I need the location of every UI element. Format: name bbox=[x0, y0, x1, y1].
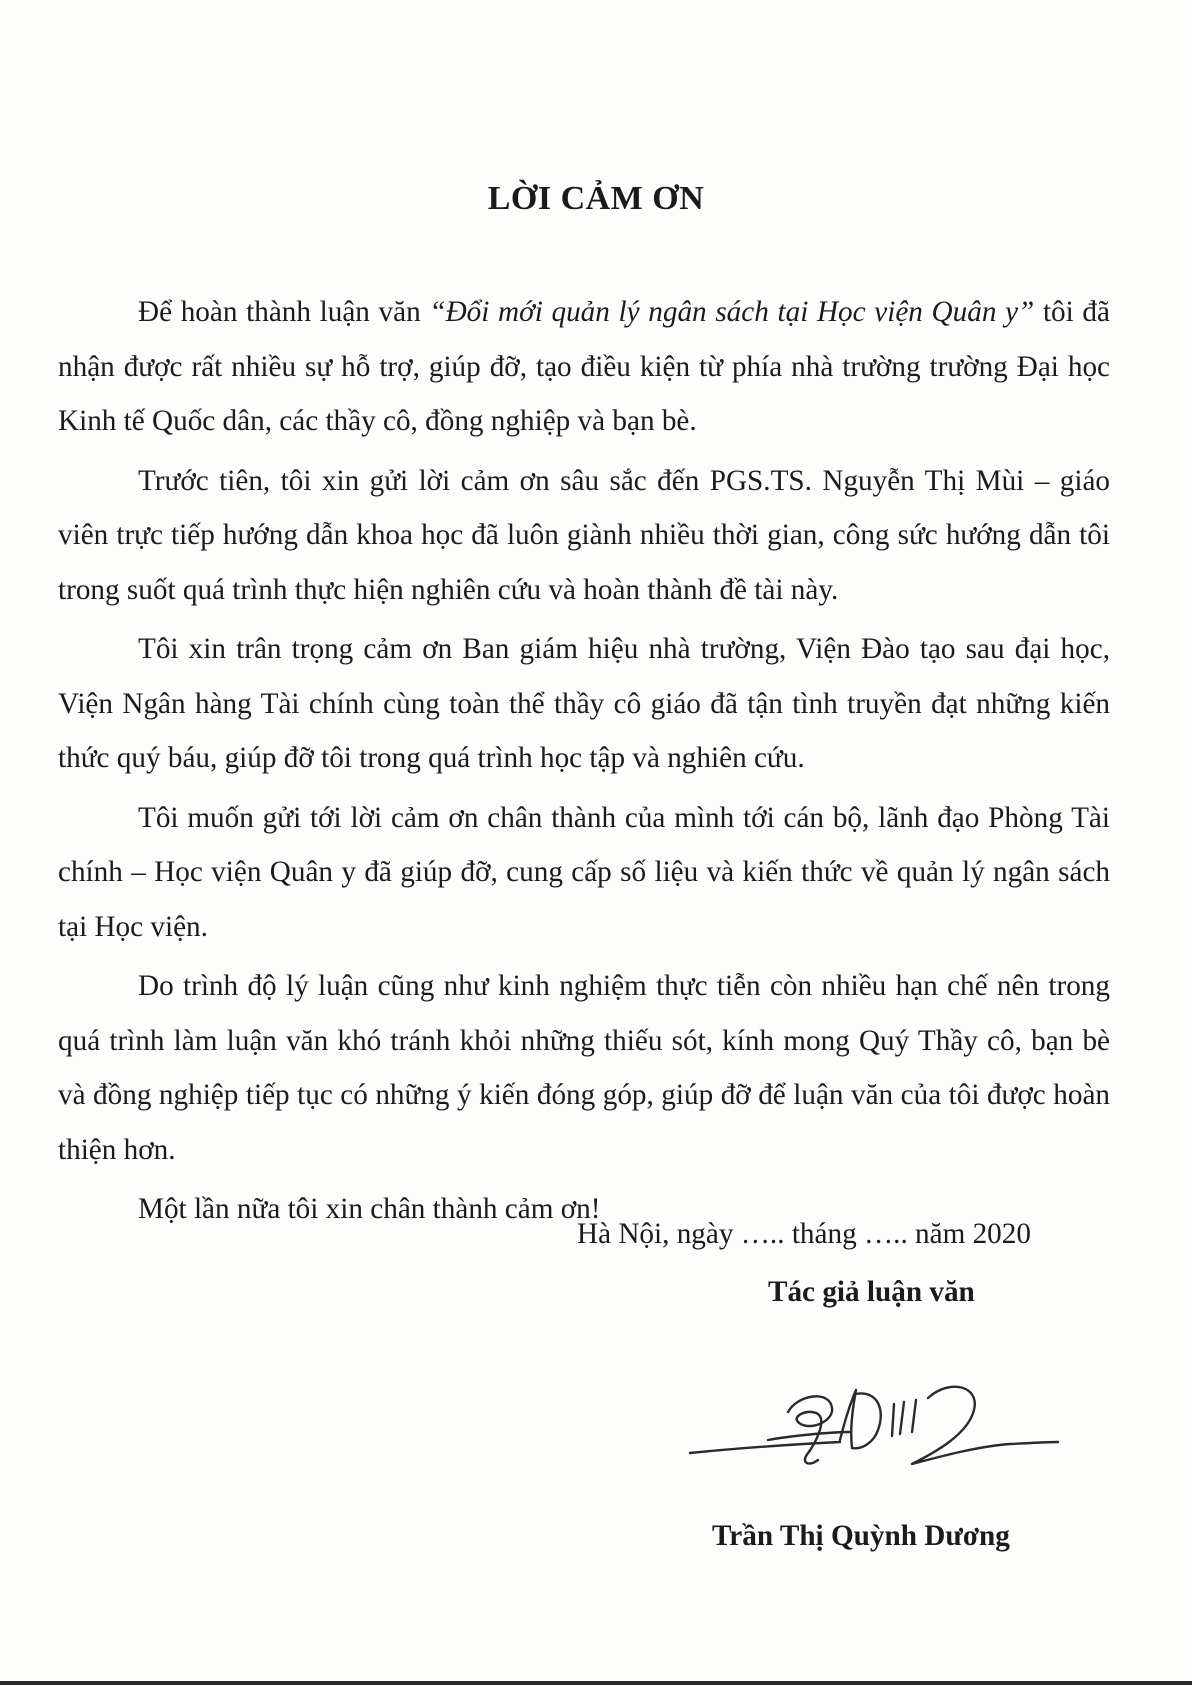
paragraph-limitations: Do trình độ lý luận cũng như kinh nghiệm thực tiễn còn nhiều hạn chế nên trong quá trình làm luận văn khó tránh khỏi những thiếu sót, kính mong Quý Thầy cô, bạn bè và đồng nghiệp tiếp tục có những ý kiến đóng góp, giúp đỡ để luận văn của tôi được hoàn thiện hơn. bbox=[58, 970, 1110, 1166]
thesis-title: “Đổi mới quản lý ngân sách tại Học viện Quân y” bbox=[429, 296, 1035, 328]
paragraph-finance-office: Tôi muốn gửi tới lời cảm ơn chân thành của mình tới cán bộ, lãnh đạo Phòng Tài chính – Học viện Quân y đã giúp đỡ, cung cấp số liệu và kiến thức về quản lý ngân sách tại Học viện. bbox=[58, 801, 1110, 943]
date-line: Hà Nội, ngày ….. tháng ….. năm 2020 bbox=[577, 1218, 1031, 1250]
author-role: Tác giả luận văn bbox=[768, 1276, 975, 1308]
acknowledgement-body bbox=[58, 285, 1110, 1242]
paragraph-intro bbox=[58, 285, 1110, 449]
paragraph-closing: Một lần nữa tôi xin chân thành cảm ơn! bbox=[138, 1193, 601, 1225]
paragraph-intro-before: Để hoàn thành luận văn bbox=[138, 296, 430, 328]
paragraph-advisor: Trước tiên, tôi xin gửi lời cảm ơn sâu sắc đến PGS.TS. Nguyễn Thị Mùi – giáo viên trực tiếp hướng dẫn khoa học đã luôn giành nhiều thời gian, công sức hướng dẫn tôi trong suốt quá trình thực hiện nghiên cứu và hoàn thành đề tài này. bbox=[58, 464, 1110, 606]
page-bottom-edge bbox=[0, 1681, 1192, 1685]
paragraph-faculty: Tôi xin trân trọng cảm ơn Ban giám hiệu nhà trường, Viện Đào tạo sau đại học, Viện Ngân hàng Tài chính cùng toàn thể thầy cô giáo đã tận tình truyền đạt những kiến thức quý báu, giúp đỡ tôi trong quá trình học tập và nghiên cứu. bbox=[58, 633, 1110, 774]
page-title: LỜI CẢM ƠN bbox=[487, 180, 705, 217]
handwritten-signature bbox=[680, 1360, 1060, 1480]
author-name: Trần Thị Quỳnh Dương bbox=[712, 1520, 1010, 1552]
paragraph-intro-after: tôi đã nhận được rất nhiều sự hỗ trợ, giúp đỡ, tạo điều kiện từ phía nhà trường trường Đại học Kinh tế Quốc dân, các thầy cô, đồng nghiệp và bạn bè. bbox=[58, 296, 1110, 437]
